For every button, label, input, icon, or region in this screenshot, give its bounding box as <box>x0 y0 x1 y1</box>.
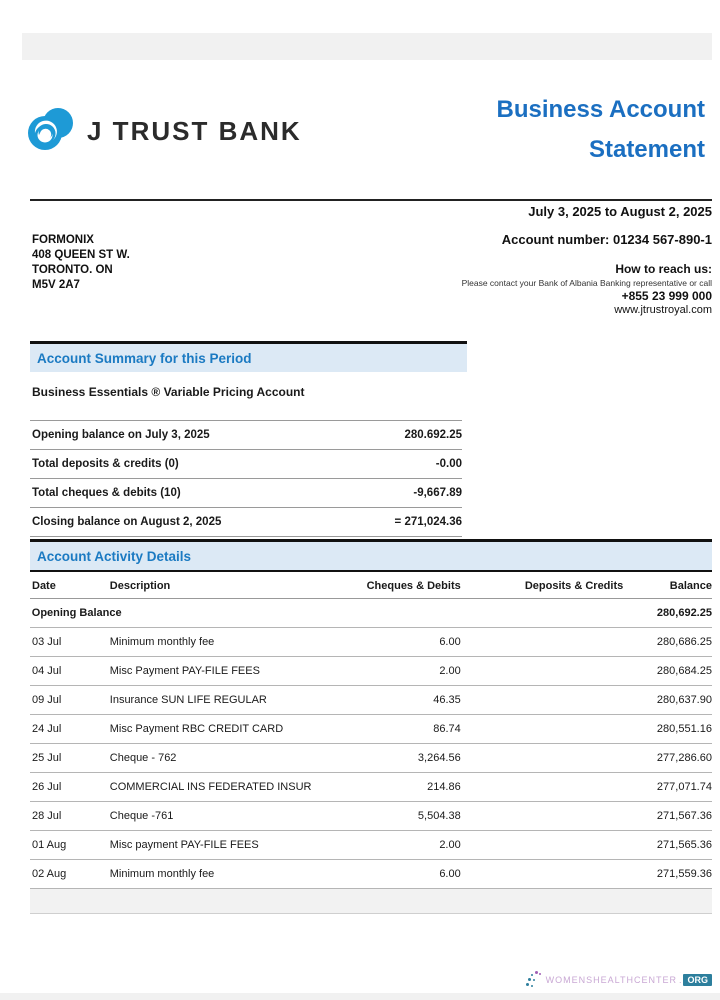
summary-section-heading: Account Summary for this Period <box>37 350 252 366</box>
column-header-cheques-debits: Cheques & Debits <box>366 579 461 592</box>
header-divider <box>30 199 712 201</box>
transaction-debit: 5,504.38 <box>417 810 461 822</box>
summary-row <box>30 508 462 537</box>
transaction-date: 25 Jul <box>32 752 62 764</box>
transaction-balance: 280,684.25 <box>656 665 712 677</box>
watermark-org-badge: ORG <box>683 974 712 986</box>
summary-row-label: Total deposits & credits (0) <box>32 458 179 470</box>
summary-section-bar <box>30 341 467 372</box>
activity-header-row <box>30 573 712 599</box>
summary-row-label: Total cheques & debits (10) <box>32 487 181 499</box>
transaction-description: Misc Payment PAY-FILE FEES <box>109 665 260 677</box>
transaction-row <box>30 628 712 657</box>
transaction-row <box>30 802 712 831</box>
activity-table-filler-row <box>30 889 712 914</box>
summary-row-value: -0.00 <box>435 458 462 470</box>
summary-row-value: = 271,024.36 <box>394 516 462 528</box>
activity-section-bar <box>30 539 712 570</box>
transaction-date: 04 Jul <box>32 665 62 677</box>
watermark-separator: . <box>678 975 682 985</box>
account-number: Account number: 01234 567-890-1 <box>501 232 712 247</box>
transaction-row <box>30 773 712 802</box>
transaction-description: Misc Payment RBC CREDIT CARD <box>109 723 284 735</box>
transaction-row <box>30 686 712 715</box>
transaction-balance: 280,637.90 <box>656 694 712 706</box>
transaction-description: Cheque - 762 <box>109 752 177 764</box>
transaction-debit: 3,264.56 <box>417 752 461 764</box>
transaction-balance: 271,559.36 <box>656 868 712 880</box>
transaction-date: 28 Jul <box>32 810 62 822</box>
transaction-debit: 2.00 <box>439 839 461 851</box>
watermark-site-text: WOMENSHEALTHCENTER <box>545 975 677 985</box>
transaction-debit: 6.00 <box>439 636 461 648</box>
transaction-description: Minimum monthly fee <box>109 868 215 880</box>
reach-us-note: Please contact your Bank of Albania Banking representative or call <box>461 278 712 288</box>
transaction-balance: 277,286.60 <box>656 752 712 764</box>
summary-row-value: -9,667.89 <box>413 487 462 499</box>
summary-row-label: Opening balance on July 3, 2025 <box>32 429 210 441</box>
transaction-date: 03 Jul <box>32 636 62 648</box>
summary-row <box>30 479 462 508</box>
transaction-description: COMMERCIAL INS FEDERATED INSUR <box>109 781 312 793</box>
summary-row-label: Closing balance on August 2, 2025 <box>32 516 222 528</box>
opening-balance-row <box>30 599 712 628</box>
transaction-row <box>30 657 712 686</box>
summary-row <box>30 450 462 479</box>
transaction-debit: 86.74 <box>433 723 461 735</box>
reach-us-heading: How to reach us: <box>615 262 712 276</box>
column-header-date: Date <box>32 579 56 592</box>
transaction-balance: 271,565.36 <box>656 839 712 851</box>
transaction-row <box>30 744 712 773</box>
document-title-line2: Statement <box>588 136 705 163</box>
transaction-description: Minimum monthly fee <box>109 636 215 648</box>
product-name: Business Essentials ® Variable Pricing Account <box>32 385 305 399</box>
opening-balance-value: 280,692.25 <box>656 607 712 619</box>
transaction-balance: 277,071.74 <box>656 781 712 793</box>
opening-balance-label: Opening Balance <box>31 607 122 619</box>
top-page-band <box>22 33 712 60</box>
watermark <box>524 970 712 990</box>
contact-phone: +855 23 999 000 <box>621 289 712 303</box>
column-header-balance: Balance <box>669 579 712 592</box>
statement-period: July 3, 2025 to August 2, 2025 <box>528 204 712 219</box>
recipient-city: TORONTO. ON <box>32 264 113 276</box>
recipient-postal: M5V 2A7 <box>32 279 80 291</box>
transaction-row <box>30 831 712 860</box>
bottom-page-band <box>0 993 720 1000</box>
recipient-address <box>32 233 130 293</box>
transaction-date: 24 Jul <box>32 723 62 735</box>
transaction-description: Misc payment PAY-FILE FEES <box>109 839 259 851</box>
watermark-dots-icon <box>524 970 544 990</box>
document-title <box>497 90 706 170</box>
recipient-street: 408 QUEEN ST W. <box>32 249 130 261</box>
transaction-description: Insurance SUN LIFE REGULAR <box>109 694 267 706</box>
transaction-debit: 214.86 <box>427 781 461 793</box>
swirl-circles-logo-icon <box>27 105 77 157</box>
transaction-description: Cheque -761 <box>109 810 174 822</box>
transaction-date: 09 Jul <box>32 694 62 706</box>
transaction-date: 01 Aug <box>32 839 67 851</box>
transaction-row <box>30 860 712 889</box>
column-header-description: Description <box>109 579 171 592</box>
transaction-date: 02 Aug <box>32 868 67 880</box>
transaction-rows <box>30 628 712 889</box>
transaction-balance: 280,686.25 <box>656 636 712 648</box>
activity-section-heading: Account Activity Details <box>37 548 192 564</box>
transaction-balance: 271,567.36 <box>656 810 712 822</box>
transaction-debit: 6.00 <box>439 868 461 880</box>
recipient-name: FORMONIX <box>32 234 94 246</box>
contact-website: www.jtrustroyal.com <box>614 304 712 316</box>
transaction-debit: 2.00 <box>439 665 461 677</box>
activity-table <box>30 573 712 914</box>
transaction-balance: 280,551.16 <box>656 723 712 735</box>
activity-table-top-rule <box>30 570 712 572</box>
document-title-line1: Business Account <box>496 96 705 123</box>
bank-logo <box>27 101 327 161</box>
summary-row-value: 280.692.25 <box>404 429 462 441</box>
summary-row <box>30 420 462 450</box>
summary-table <box>30 420 462 537</box>
transaction-date: 26 Jul <box>32 781 62 793</box>
statement-info <box>330 204 712 316</box>
transaction-row <box>30 715 712 744</box>
column-header-deposits-credits: Deposits & Credits <box>524 579 624 592</box>
transaction-debit: 46.35 <box>433 694 461 706</box>
bank-name: J TRUST BANK <box>87 115 302 146</box>
